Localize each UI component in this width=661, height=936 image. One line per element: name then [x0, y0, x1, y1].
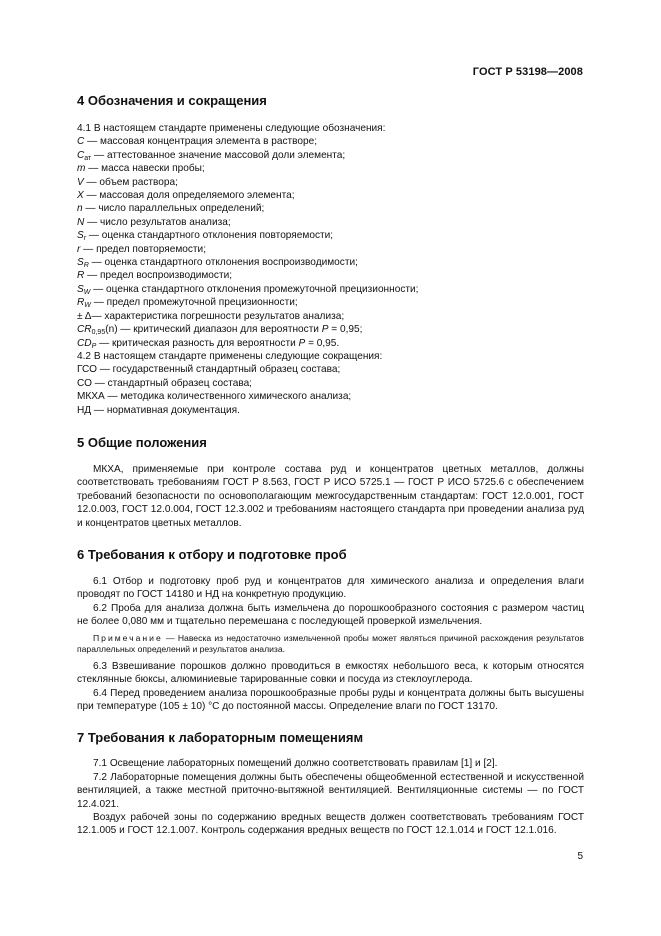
symbol: S [77, 283, 84, 295]
symbol: ± Δ [77, 310, 92, 322]
symbol: r [77, 243, 81, 255]
page-content [77, 93, 584, 838]
section-7 [77, 730, 584, 837]
symbol: CD [77, 337, 92, 349]
symbol-meaning: — предел повторяемости; [80, 243, 206, 255]
symbol-definition [77, 337, 584, 350]
section-4-intro: 4.1 В настоящем стандарте применены следующие обозначения: [77, 123, 386, 134]
section-4 [77, 93, 584, 417]
symbol-definition [77, 283, 584, 296]
note-6 [77, 633, 584, 656]
symbol-subscript: ат [84, 154, 92, 162]
symbol-definition [77, 323, 584, 336]
symbol-definition [77, 189, 584, 202]
abbr-item: ГСО — государственный стандартный образец состава; [77, 364, 341, 376]
section-6 [77, 547, 584, 713]
symbol-meaning: — предел воспроизводимости; [84, 270, 233, 282]
para-6-2: 6.2 Проба для анализа должна быть измельчена до порошкообразного состояния с размером частиц не более 0,080 мм и тщательно перемешана с последующей проверкой измельчения. [77, 602, 584, 628]
standard-code: ГОСТ Р 53198—2008 [472, 66, 583, 78]
section-5-title: 5 Общие положения [77, 434, 207, 450]
abbr-intro: 4.2 В настоящем стандарте применены следующие сокращения: [77, 350, 383, 362]
section-5 [77, 435, 584, 530]
symbol-meaning: — масса навески пробы; [85, 163, 205, 175]
symbol: X [77, 190, 84, 202]
abbr-item: СО — стандартный образец состава; [77, 377, 252, 389]
symbol-meaning: — массовая концентрация элемента в растворе; [84, 136, 318, 148]
symbols-list [77, 135, 584, 350]
symbol: m [77, 163, 86, 175]
abbr-item: НД — нормативная документация. [77, 404, 240, 416]
symbol-definition [77, 216, 584, 229]
symbol: S [77, 230, 84, 242]
symbol: R [77, 297, 85, 309]
symbol-meaning: — аттестованное значение массовой доли элемента; [91, 149, 346, 161]
symbol-meaning: — критическая разность для вероятности P = 0,95. [96, 337, 340, 349]
symbol-definition [77, 162, 584, 175]
symbol: C [77, 136, 85, 148]
para-7-1: 7.1 Освещение лабораторных помещений должно соответствовать правилам [1] и [2]. [93, 758, 498, 770]
symbol-definition [77, 202, 584, 215]
para-7-3: Воздух рабочей зоны по содержанию вредных веществ должен соответствовать требованиям ГОСТ 12.1.005 и ГОСТ 12.1.007. Контроль содержания вредных веществ по ГОСТ 12.1.014 и ГОСТ 12.1.016. [77, 812, 584, 837]
section-7-title: 7 Требования к лабораторным помещениям [77, 730, 364, 746]
section-5-text: МКХА, применяемые при контроле состава руд и концентратов цветных металлов, должны соответствовать требованиям ГОСТ Р 8.563, ГОСТ Р ИСО 5725.1 — ГОСТ Р ИСО 5725.6 с обеспечением требований безопасности по основополагающим межгосударственным стандартам: ГОСТ 12.0.001, ГОСТ 12.0.003, ГОСТ 12.0.004, ГОСТ 12.3.002 и требованиям настоящего стандарта при проведении анализа руд и концентратов цветных металлов. [77, 463, 584, 529]
symbol-meaning: — число результатов анализа; [84, 216, 231, 228]
para-7-2: 7.2 Лабораторные помещения должны быть обеспечены общеобменной естественной и искусственной вентиляцией, а также местной приточно-вытяжной вентиляцией. Вентиляционные системы — по ГОСТ 12.4.021. [77, 771, 584, 810]
symbol-meaning: — оценка стандартного отклонения повторяемости; [86, 230, 334, 242]
symbol-subscript: r [83, 235, 87, 243]
symbol-subscript: P [91, 342, 97, 350]
symbol-definition [77, 296, 584, 309]
symbol-meaning: — предел промежуточной прецизионности; [90, 297, 298, 309]
symbol-definition [77, 310, 584, 323]
symbol: R [77, 270, 85, 282]
symbol-subscript: R [83, 262, 89, 270]
symbol: C [77, 149, 85, 161]
symbol-subscript: W [84, 302, 91, 310]
note-label: Примечание [93, 632, 163, 643]
symbol-argument: (n) [105, 324, 118, 336]
symbol-subscript: W [83, 288, 91, 296]
symbol-definition [77, 269, 584, 282]
symbol-meaning: — оценка стандартного отклонения воспроизводимости; [88, 257, 358, 269]
symbol: S [77, 257, 84, 269]
symbol-definition [77, 176, 584, 189]
symbol: N [77, 216, 85, 228]
symbol-subscript: 0,95 [91, 329, 106, 337]
note-text: — Навеска из недостаточно измельченной пробы может являться причиной расхождения результатов параллельных определений и результатов анализа. [77, 632, 584, 655]
symbol-definition [77, 135, 584, 148]
symbol: CR [77, 324, 92, 336]
symbol: n [77, 203, 83, 215]
para-6-3: 6.3 Взвешивание порошков должно проводиться в емкостях небольшого веса, к которым относятся стеклянные бюксы, алюминиевые тарированные совки и посуда из стеклоуглерода. [77, 660, 584, 686]
para-6-1: 6.1 Отбор и подготовку проб руд и концентратов для химического анализа и определения влаги проводят по ГОСТ 14180 и НД на конкретную продукцию. [77, 575, 584, 601]
symbol-definition [77, 243, 584, 256]
abbr-item: МКХА — методика количественного химического анализа; [77, 391, 352, 403]
symbol-meaning: — характеристика погрешности результатов анализа; [91, 310, 345, 322]
symbol-definition [77, 256, 584, 269]
section-6-title: 6 Требования к отбору и подготовке проб [77, 546, 347, 562]
symbol-definition [77, 229, 584, 242]
symbol-meaning: — число параллельных определений; [82, 203, 265, 215]
symbol-meaning: — оценка стандартного отклонения промежуточной прецизионности; [90, 283, 419, 295]
symbol-meaning: — критический диапазон для вероятности P = 0,95; [117, 324, 363, 336]
symbol-definition [77, 149, 584, 162]
symbol-meaning: — массовая доля определяемого элемента; [83, 190, 295, 202]
page-number: 5 [577, 851, 583, 862]
para-6-4: 6.4 Перед проведением анализа порошкообразные пробы руды и концентрата должны быть высушены при температуре (105 ± 10) °С до постоянной массы. Определение влаги по ГОСТ 13170. [77, 687, 584, 712]
symbol: V [77, 176, 84, 188]
symbol-meaning: — объем раствора; [83, 176, 178, 188]
section-4-title: 4 Обозначения и сокращения [77, 93, 267, 108]
